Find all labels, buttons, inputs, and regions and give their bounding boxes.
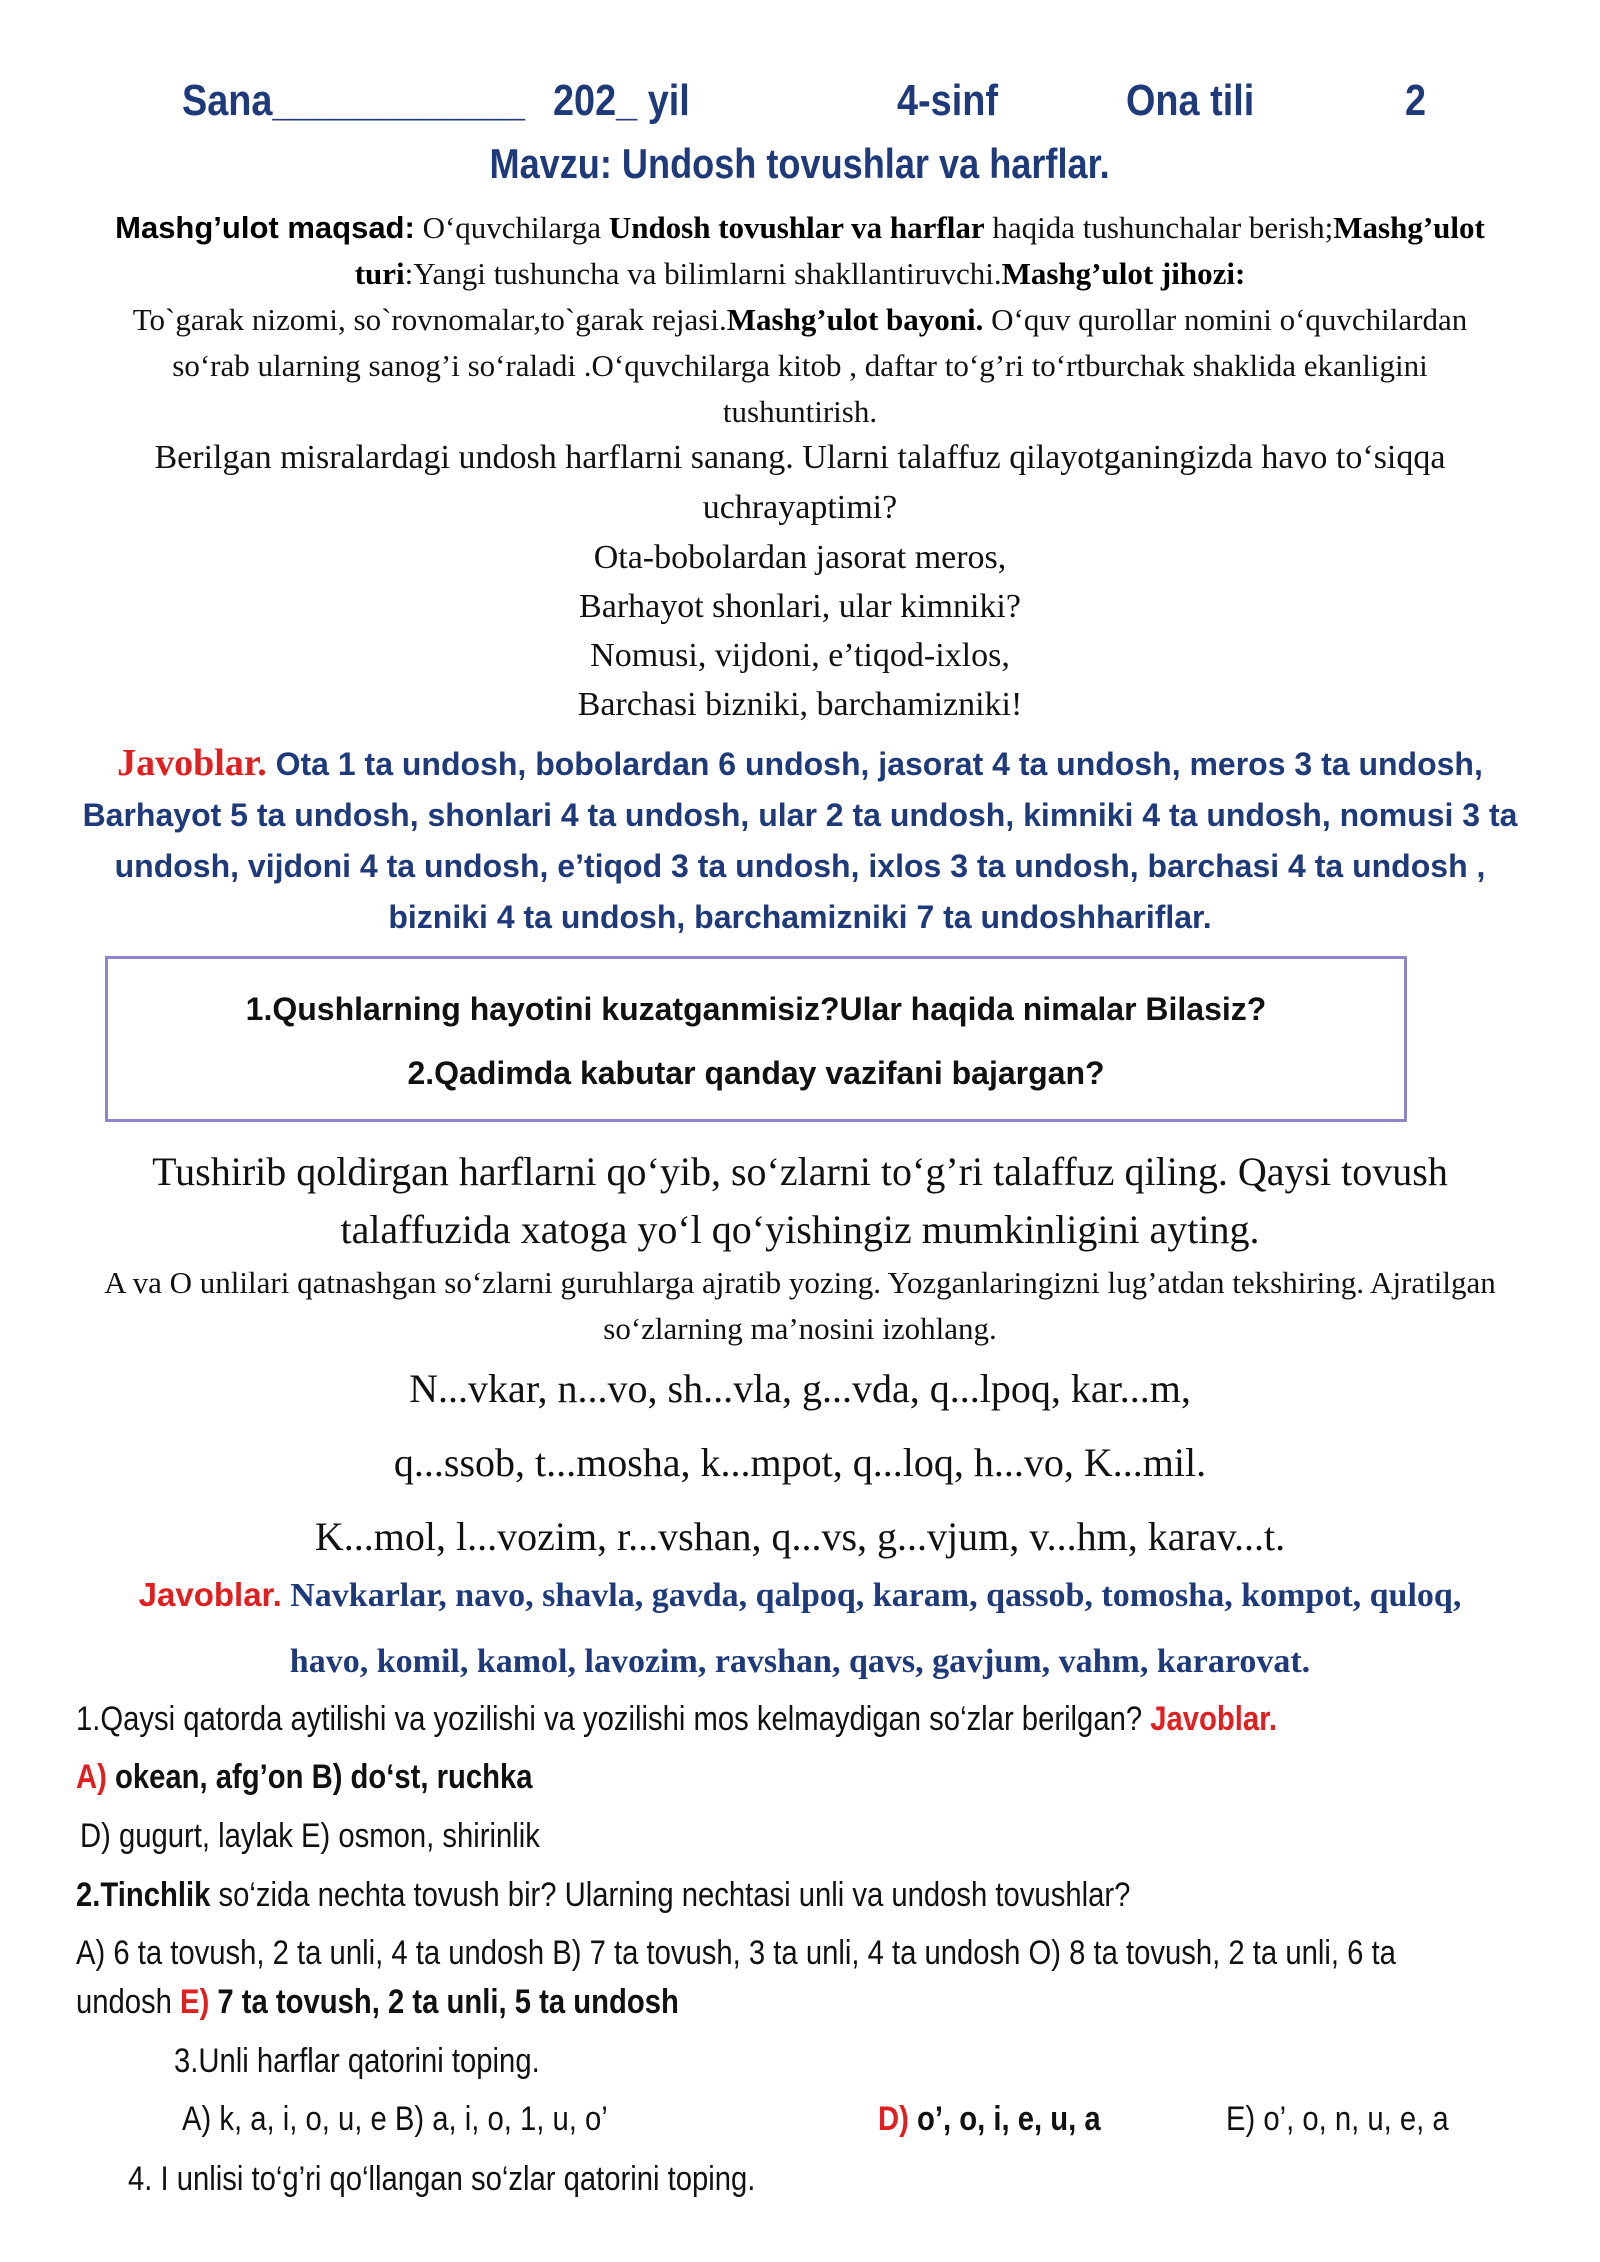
correct-option-marker: A) [76, 1758, 107, 1796]
quiz-question-2: 2.Tinchlik so‘zida nechta tovush bir? Ularning nechtasi unli va undosh tovushlar? [76, 1876, 1131, 1914]
quiz-question-4: 4. I unlisi to‘g’ri qo‘llangan so‘zlar qatorini toping. [128, 2160, 756, 2198]
quiz-question-3: 3.Unli harflar qatorini toping. [174, 2042, 540, 2080]
grade-label: 4-sinf [897, 76, 998, 125]
discussion-question-1: 1.Qushlarning hayotini kuzatganmisiz?Ular haqida nimalar Bilasiz? [245, 991, 1267, 1027]
page-number: 2 [1405, 76, 1427, 125]
answers-label: Javoblar. [138, 1576, 282, 1613]
word-line: N...vkar, n...vo, sh...vla, g...vda, q...lpoq, kar...m, [409, 1366, 1191, 1411]
header-row [0, 76, 1600, 136]
answers-words: Javoblar. Navkarlar, navo, shavla, gavda, qalpoq, karam, qassob, tomosha, kompot, quloq, havo, komil, kamol, lavozim, ravshan, qavs, gavjum, vahm, kararovat. [138, 1576, 1462, 1680]
year-field: 202_ yil [553, 76, 690, 125]
quiz-q3-option-e: E) o’, o, n, u, e, a [1226, 2100, 1449, 2138]
subject-label: Ona tili [1126, 76, 1255, 125]
quiz-q2-answer: undosh E) 7 ta tovush, 2 ta unli, 5 ta undosh [76, 1983, 679, 2021]
correct-option-marker: E) [180, 1983, 210, 2021]
answers-consonants: Javoblar. Ota 1 ta undosh, bobolardan 6 undosh, jasorat 4 ta undosh, meros 3 ta undosh, Barhayot 5 ta undosh, shonlari 4 ta undosh, ular 2 ta undosh, kimniki 4 ta undosh, nomusi 3 ta undosh, vijdoni 4 ta undosh, e’tiqod 3 ta undosh, ixlos 3 ta undosh, barchasi 4 ta undosh , bizniki 4 ta undosh, barchamizniki 7 ta undoshhariflar. [82, 742, 1518, 935]
correct-option-marker: D) [878, 2100, 909, 2138]
quiz-q2-options: A) 6 ta tovush, 2 ta unli, 4 ta undosh B) 7 ta tovush, 3 ta unli, 4 ta undosh O) 8 ta tovush, 2 ta unli, 6 ta [76, 1934, 1396, 1972]
type-label: Mashg’ulot turi [354, 210, 1485, 291]
lesson-goal: Mashg’ulot maqsad: O‘quvchilarga Undosh tovushlar va harflar haqida tushunchalar berish;Mashg’ulot turi:Yangi tushuncha va bilimlarni shakllantiruvchi.Mashg’ulot jihozi: To`garak nizomi, so`rovnomalar,to`garak rejasi.Mashg’ulot bayoni. O‘quv qurollar nomini o‘quvchilardan so‘rab ularning sanog’i so‘raladi .O‘quvchilarga kitob , daftar to‘g’ri to‘rtburchak shaklida ekanligini tushuntirish. [115, 210, 1485, 429]
lesson-title: Mavzu: Undosh tovushlar va harflar. [489, 140, 1111, 187]
poem-line: Ota-bobolardan jasorat meros, [593, 539, 1007, 576]
quiz-q1-options-ab: A) okean, afg’on B) do‘st, ruchka [76, 1758, 533, 1796]
poem-line: Nomusi, vijdoni, e’tiqod-ixlos, [590, 637, 1010, 674]
task-group-words: A va O unlilari qatnashgan so‘zlarni guruhlarga ajratib yozing. Yozganlaringizni lug’atdan tekshiring. Ajratilgan so‘zlarning ma’nosini izohlang. [104, 1265, 1496, 1346]
task-count-consonants: Berilgan misralardagi undosh harflarni sanang. Ularni talaffuz qilayotganingizda havo to‘siqqa uchrayaptimi? [154, 439, 1446, 526]
quiz-question-1: 1.Qaysi qatorda aytilishi va yozilishi va yozilishi mos kelmaydigan so‘zlar berilgan? Javoblar. [76, 1700, 1278, 1738]
goal-label: Mashg’ulot maqsad: [115, 210, 415, 245]
word-exercise [70, 1352, 1530, 1574]
quiz-q3-option-d: D) o’, o, i, e, u, a [878, 2100, 1101, 2138]
discussion-question-2: 2.Qadimda kabutar qanday vazifani bajargan? [407, 1055, 1105, 1091]
quiz-q1-options-de: D) gugurt, laylak E) osmon, shirinlik [80, 1817, 540, 1855]
date-field: Sana____________ [182, 76, 525, 125]
word-line: q...ssob, t...mosha, k...mpot, q...loq, h...vo, K...mil. [393, 1440, 1207, 1485]
quiz-q3-options-ab: A) k, a, i, o, u, e B) a, i, o, 1, u, o’ [182, 2100, 608, 2138]
poem-line: Barhayot shonlari, ular kimniki? [579, 588, 1021, 625]
poem-line: Barchasi bizniki, barchamizniki! [577, 686, 1023, 723]
discussion-questions-box [105, 956, 1407, 1122]
word-line: K...mol, l...vozim, r...vshan, q...vs, g...vjum, v...hm, karav...t. [314, 1514, 1286, 1559]
task-missing-letters: Tushirib qoldirgan harflarni qo‘yib, so‘zlarni to‘g’ri talaffuz qiling. Qaysi tovush talaffuzida xatoga yo‘l qo‘yishingiz mumkinligini ayting. [152, 1149, 1448, 1252]
procedure-label: Mashg’ulot bayoni. [726, 302, 984, 337]
poem [70, 533, 1530, 729]
answers-label: Javoblar. [117, 742, 267, 784]
equipment-label: Mashg’ulot jihozi: [1001, 256, 1246, 291]
